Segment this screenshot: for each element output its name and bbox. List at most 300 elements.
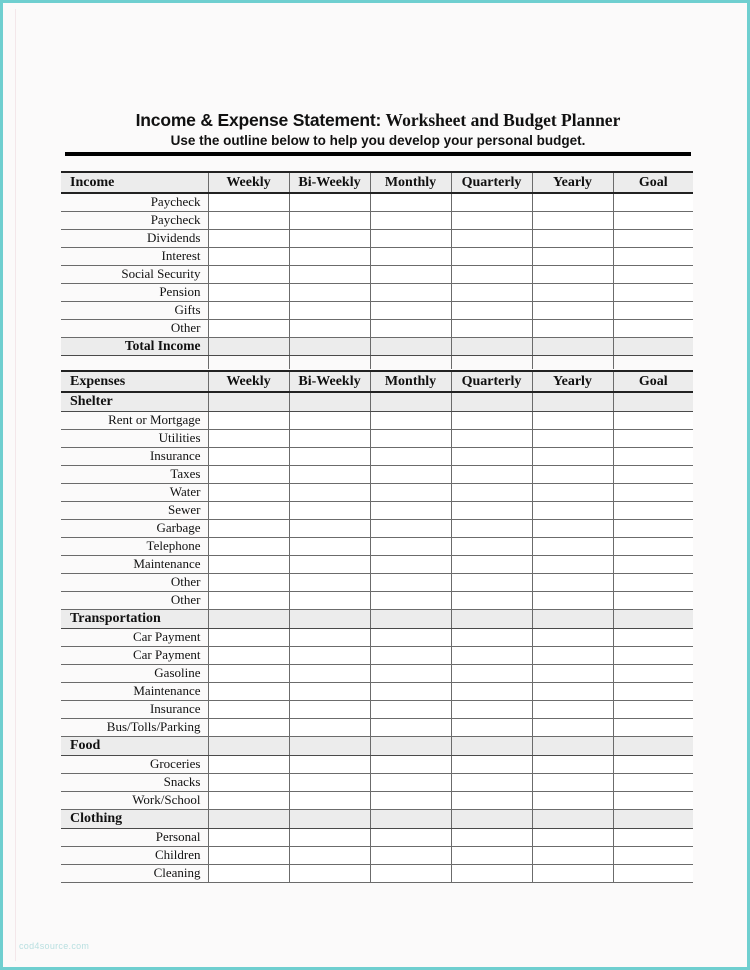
income-row-label-paycheck: Paycheck — [61, 211, 208, 229]
expenses-cell-insurance-yearly[interactable] — [532, 700, 613, 718]
expenses-row-label-garbage: Garbage — [61, 519, 208, 537]
expenses-cell-gasoline-goal[interactable] — [613, 664, 693, 682]
income-cell-gifts-yearly[interactable] — [532, 301, 613, 319]
expenses-cell-water-goal[interactable] — [613, 483, 693, 501]
expenses-row-label-insurance: Insurance — [61, 447, 208, 465]
expenses-cell-maintenance-monthly[interactable] — [370, 555, 451, 573]
table-row — [61, 682, 693, 700]
expenses-row-label-personal: Personal — [61, 828, 208, 846]
expenses-cell-rent-or-mortgage-quarterly[interactable] — [451, 411, 532, 429]
expenses-cell-car-payment-monthly[interactable] — [370, 646, 451, 664]
expenses-cell-other-yearly[interactable] — [532, 573, 613, 591]
page-subtitle: Use the outline below to help you develop your personal budget. — [170, 133, 586, 148]
expenses-cell-work-school-goal[interactable] — [613, 791, 693, 809]
income-table — [61, 171, 693, 369]
expenses-cell-clothing-quarterly — [451, 809, 532, 828]
expenses-cell-garbage-goal[interactable] — [613, 519, 693, 537]
expenses-cell-taxes-quarterly[interactable] — [451, 465, 532, 483]
expenses-cell-clothing-yearly — [532, 809, 613, 828]
section-row — [61, 736, 693, 755]
expenses-cell-transportation-yearly — [532, 609, 613, 628]
table-row — [61, 628, 693, 646]
table-row — [61, 465, 693, 483]
spacer-cell — [613, 355, 693, 369]
table-row — [61, 591, 693, 609]
expenses-cell-car-payment-quarterly[interactable] — [451, 646, 532, 664]
income-row-label-interest: Interest — [61, 247, 208, 265]
expenses-cell-rent-or-mortgage-monthly[interactable] — [370, 411, 451, 429]
income-cell-paycheck-monthly[interactable] — [370, 211, 451, 229]
income-table-body — [61, 193, 693, 369]
expenses-cell-children-yearly[interactable] — [532, 846, 613, 864]
expenses-cell-cleaning-quarterly[interactable] — [451, 864, 532, 882]
expenses-cell-maintenance-yearly[interactable] — [532, 682, 613, 700]
income-cell-interest-bi-weekly[interactable] — [289, 247, 370, 265]
expenses-cell-sewer-bi-weekly[interactable] — [289, 501, 370, 519]
income-cell-dividends-goal[interactable] — [613, 229, 693, 247]
expenses-cell-groceries-bi-weekly[interactable] — [289, 755, 370, 773]
expenses-row-label-maintenance: Maintenance — [61, 682, 208, 700]
expenses-cell-snacks-bi-weekly[interactable] — [289, 773, 370, 791]
expenses-cell-water-weekly[interactable] — [208, 483, 289, 501]
expenses-cell-children-quarterly[interactable] — [451, 846, 532, 864]
table-row — [61, 537, 693, 555]
expenses-row-label-children: Children — [61, 846, 208, 864]
expenses-cell-maintenance-weekly[interactable] — [208, 555, 289, 573]
expenses-cell-other-bi-weekly[interactable] — [289, 573, 370, 591]
table-row — [61, 555, 693, 573]
expenses-cell-telephone-quarterly[interactable] — [451, 537, 532, 555]
expenses-row-label-shelter: Shelter — [61, 392, 208, 411]
income-cell-dividends-bi-weekly[interactable] — [289, 229, 370, 247]
expenses-cell-other-quarterly[interactable] — [451, 573, 532, 591]
expenses-cell-food-bi-weekly — [289, 736, 370, 755]
income-cell-pension-weekly[interactable] — [208, 283, 289, 301]
expenses-cell-taxes-bi-weekly[interactable] — [289, 465, 370, 483]
expenses-row-label-gasoline: Gasoline — [61, 664, 208, 682]
table-row — [61, 573, 693, 591]
expenses-cell-transportation-weekly — [208, 609, 289, 628]
expenses-cell-maintenance-weekly[interactable] — [208, 682, 289, 700]
income-cell-social-security-monthly[interactable] — [370, 265, 451, 283]
expenses-cell-work-school-monthly[interactable] — [370, 791, 451, 809]
expenses-row-label-taxes: Taxes — [61, 465, 208, 483]
expenses-cell-children-goal[interactable] — [613, 846, 693, 864]
expenses-cell-insurance-monthly[interactable] — [370, 447, 451, 465]
income-cell-pension-yearly[interactable] — [532, 283, 613, 301]
expenses-cell-taxes-weekly[interactable] — [208, 465, 289, 483]
expenses-cell-rent-or-mortgage-yearly[interactable] — [532, 411, 613, 429]
expenses-cell-snacks-goal[interactable] — [613, 773, 693, 791]
expenses-cell-utilities-weekly[interactable] — [208, 429, 289, 447]
expenses-cell-bus-tolls-parking-quarterly[interactable] — [451, 718, 532, 736]
income-header-monthly: Monthly — [370, 172, 451, 193]
expenses-cell-insurance-goal[interactable] — [613, 447, 693, 465]
expenses-cell-personal-goal[interactable] — [613, 828, 693, 846]
expenses-cell-gasoline-bi-weekly[interactable] — [289, 664, 370, 682]
income-cell-total-income-yearly — [532, 337, 613, 355]
income-cell-gifts-weekly[interactable] — [208, 301, 289, 319]
income-cell-social-security-yearly[interactable] — [532, 265, 613, 283]
income-cell-paycheck-weekly[interactable] — [208, 211, 289, 229]
expenses-row-label-other: Other — [61, 591, 208, 609]
income-cell-paycheck-bi-weekly[interactable] — [289, 193, 370, 211]
expenses-cell-other-goal[interactable] — [613, 591, 693, 609]
income-cell-paycheck-quarterly[interactable] — [451, 193, 532, 211]
table-row — [61, 429, 693, 447]
expenses-cell-water-monthly[interactable] — [370, 483, 451, 501]
expenses-cell-maintenance-quarterly[interactable] — [451, 555, 532, 573]
table-row — [61, 791, 693, 809]
expenses-cell-gasoline-monthly[interactable] — [370, 664, 451, 682]
expenses-cell-children-bi-weekly[interactable] — [289, 846, 370, 864]
income-cell-other-goal[interactable] — [613, 319, 693, 337]
expenses-row-label-water: Water — [61, 483, 208, 501]
expense-header-yearly: Yearly — [532, 371, 613, 392]
expenses-cell-rent-or-mortgage-bi-weekly[interactable] — [289, 411, 370, 429]
income-cell-other-yearly[interactable] — [532, 319, 613, 337]
income-cell-dividends-weekly[interactable] — [208, 229, 289, 247]
expenses-cell-car-payment-weekly[interactable] — [208, 628, 289, 646]
income-header-quarterly: Quarterly — [451, 172, 532, 193]
table-row — [61, 846, 693, 864]
income-cell-gifts-bi-weekly[interactable] — [289, 301, 370, 319]
income-cell-total-income-weekly — [208, 337, 289, 355]
expenses-row-label-food: Food — [61, 736, 208, 755]
section-row — [61, 809, 693, 828]
expenses-cell-personal-quarterly[interactable] — [451, 828, 532, 846]
expenses-cell-sewer-monthly[interactable] — [370, 501, 451, 519]
expenses-cell-other-monthly[interactable] — [370, 591, 451, 609]
income-header-yearly: Yearly — [532, 172, 613, 193]
income-table-head — [61, 172, 693, 193]
expenses-cell-cleaning-weekly[interactable] — [208, 864, 289, 882]
income-cell-other-weekly[interactable] — [208, 319, 289, 337]
income-cell-paycheck-goal[interactable] — [613, 211, 693, 229]
expenses-cell-sewer-quarterly[interactable] — [451, 501, 532, 519]
expenses-cell-maintenance-goal[interactable] — [613, 555, 693, 573]
expenses-cell-bus-tolls-parking-goal[interactable] — [613, 718, 693, 736]
expenses-cell-work-school-quarterly[interactable] — [451, 791, 532, 809]
expenses-cell-maintenance-monthly[interactable] — [370, 682, 451, 700]
expenses-cell-utilities-yearly[interactable] — [532, 429, 613, 447]
expenses-cell-car-payment-bi-weekly[interactable] — [289, 628, 370, 646]
expenses-cell-groceries-goal[interactable] — [613, 755, 693, 773]
income-cell-dividends-yearly[interactable] — [532, 229, 613, 247]
expenses-cell-insurance-bi-weekly[interactable] — [289, 447, 370, 465]
expenses-cell-snacks-monthly[interactable] — [370, 773, 451, 791]
table-row — [61, 828, 693, 846]
expenses-cell-garbage-weekly[interactable] — [208, 519, 289, 537]
expenses-cell-food-weekly — [208, 736, 289, 755]
income-cell-interest-yearly[interactable] — [532, 247, 613, 265]
expenses-cell-insurance-quarterly[interactable] — [451, 447, 532, 465]
expenses-cell-maintenance-bi-weekly[interactable] — [289, 682, 370, 700]
expenses-cell-utilities-quarterly[interactable] — [451, 429, 532, 447]
table-row — [61, 411, 693, 429]
income-cell-paycheck-quarterly[interactable] — [451, 211, 532, 229]
income-cell-social-security-bi-weekly[interactable] — [289, 265, 370, 283]
expenses-cell-shelter-monthly — [370, 392, 451, 411]
expenses-cell-garbage-quarterly[interactable] — [451, 519, 532, 537]
expenses-cell-gasoline-weekly[interactable] — [208, 664, 289, 682]
expenses-cell-maintenance-quarterly[interactable] — [451, 682, 532, 700]
table-row — [61, 483, 693, 501]
expenses-cell-snacks-weekly[interactable] — [208, 773, 289, 791]
expenses-cell-clothing-bi-weekly — [289, 809, 370, 828]
expenses-cell-personal-yearly[interactable] — [532, 828, 613, 846]
expenses-cell-groceries-weekly[interactable] — [208, 755, 289, 773]
title-divider — [65, 152, 691, 156]
expenses-cell-other-quarterly[interactable] — [451, 591, 532, 609]
expenses-cell-insurance-weekly[interactable] — [208, 447, 289, 465]
expenses-cell-telephone-monthly[interactable] — [370, 537, 451, 555]
expenses-cell-car-payment-bi-weekly[interactable] — [289, 646, 370, 664]
income-cell-paycheck-goal[interactable] — [613, 193, 693, 211]
expenses-cell-snacks-quarterly[interactable] — [451, 773, 532, 791]
expenses-cell-cleaning-bi-weekly[interactable] — [289, 864, 370, 882]
expenses-cell-personal-bi-weekly[interactable] — [289, 828, 370, 846]
expenses-cell-children-weekly[interactable] — [208, 846, 289, 864]
page-title-subject: Worksheet and Budget Planner — [385, 110, 621, 130]
expenses-cell-utilities-bi-weekly[interactable] — [289, 429, 370, 447]
table-row — [61, 646, 693, 664]
expenses-cell-other-yearly[interactable] — [532, 591, 613, 609]
income-header-cell: Income — [61, 172, 208, 193]
income-header-weekly: Weekly — [208, 172, 289, 193]
expenses-cell-cleaning-goal[interactable] — [613, 864, 693, 882]
expenses-cell-bus-tolls-parking-weekly[interactable] — [208, 718, 289, 736]
income-cell-interest-monthly[interactable] — [370, 247, 451, 265]
expenses-cell-insurance-bi-weekly[interactable] — [289, 700, 370, 718]
expenses-cell-water-quarterly[interactable] — [451, 483, 532, 501]
expenses-cell-car-payment-yearly[interactable] — [532, 646, 613, 664]
expenses-cell-groceries-yearly[interactable] — [532, 755, 613, 773]
expenses-cell-sewer-weekly[interactable] — [208, 501, 289, 519]
expenses-cell-telephone-goal[interactable] — [613, 537, 693, 555]
page-title-primary: Income & Expense Statement: — [135, 110, 382, 130]
expenses-cell-water-yearly[interactable] — [532, 483, 613, 501]
expenses-cell-food-monthly — [370, 736, 451, 755]
expenses-cell-other-monthly[interactable] — [370, 573, 451, 591]
expenses-cell-groceries-monthly[interactable] — [370, 755, 451, 773]
income-header-goal: Goal — [613, 172, 693, 193]
section-row — [61, 609, 693, 628]
income-cell-dividends-monthly[interactable] — [370, 229, 451, 247]
expenses-cell-snacks-yearly[interactable] — [532, 773, 613, 791]
expenses-cell-garbage-bi-weekly[interactable] — [289, 519, 370, 537]
income-cell-paycheck-monthly[interactable] — [370, 193, 451, 211]
expenses-cell-personal-weekly[interactable] — [208, 828, 289, 846]
spacer-cell — [61, 355, 208, 369]
expenses-row-label-car-payment: Car Payment — [61, 628, 208, 646]
expenses-cell-bus-tolls-parking-monthly[interactable] — [370, 718, 451, 736]
table-row — [61, 755, 693, 773]
income-cell-paycheck-weekly[interactable] — [208, 193, 289, 211]
expenses-cell-maintenance-yearly[interactable] — [532, 555, 613, 573]
expenses-cell-insurance-yearly[interactable] — [532, 447, 613, 465]
income-cell-other-monthly[interactable] — [370, 319, 451, 337]
income-cell-dividends-quarterly[interactable] — [451, 229, 532, 247]
expenses-cell-other-bi-weekly[interactable] — [289, 591, 370, 609]
expenses-row-label-groceries: Groceries — [61, 755, 208, 773]
expenses-cell-other-goal[interactable] — [613, 573, 693, 591]
income-row-label-gifts: Gifts — [61, 301, 208, 319]
expense-header-goal: Goal — [613, 371, 693, 392]
expenses-cell-taxes-yearly[interactable] — [532, 465, 613, 483]
income-cell-other-bi-weekly[interactable] — [289, 319, 370, 337]
income-header-row — [61, 172, 693, 193]
expenses-cell-other-weekly[interactable] — [208, 591, 289, 609]
income-row-label-paycheck: Paycheck — [61, 193, 208, 211]
expense-header-quarterly: Quarterly — [451, 371, 532, 392]
income-cell-social-security-goal[interactable] — [613, 265, 693, 283]
expenses-cell-cleaning-yearly[interactable] — [532, 864, 613, 882]
expenses-cell-car-payment-goal[interactable] — [613, 628, 693, 646]
expenses-cell-bus-tolls-parking-yearly[interactable] — [532, 718, 613, 736]
expenses-row-label-clothing: Clothing — [61, 809, 208, 828]
expenses-cell-transportation-monthly — [370, 609, 451, 628]
expenses-row-label-telephone: Telephone — [61, 537, 208, 555]
table-row — [61, 501, 693, 519]
expenses-cell-children-monthly[interactable] — [370, 846, 451, 864]
expense-header-monthly: Monthly — [370, 371, 451, 392]
expenses-cell-other-weekly[interactable] — [208, 573, 289, 591]
expenses-cell-insurance-goal[interactable] — [613, 700, 693, 718]
income-cell-gifts-quarterly[interactable] — [451, 301, 532, 319]
expenses-cell-taxes-monthly[interactable] — [370, 465, 451, 483]
expenses-cell-gasoline-quarterly[interactable] — [451, 664, 532, 682]
expense-header-cell: Expenses — [61, 371, 208, 392]
expenses-cell-garbage-yearly[interactable] — [532, 519, 613, 537]
table-row — [61, 193, 693, 211]
income-cell-total-income-goal — [613, 337, 693, 355]
expenses-cell-shelter-goal — [613, 392, 693, 411]
expenses-cell-water-bi-weekly[interactable] — [289, 483, 370, 501]
expenses-row-label-snacks: Snacks — [61, 773, 208, 791]
income-cell-other-quarterly[interactable] — [451, 319, 532, 337]
expenses-row-label-car-payment: Car Payment — [61, 646, 208, 664]
income-row-label-social-security: Social Security — [61, 265, 208, 283]
expenses-cell-gasoline-yearly[interactable] — [532, 664, 613, 682]
income-row-label-dividends: Dividends — [61, 229, 208, 247]
expenses-cell-shelter-weekly — [208, 392, 289, 411]
expenses-cell-transportation-goal — [613, 609, 693, 628]
expenses-row-label-work-school: Work/School — [61, 791, 208, 809]
expenses-cell-shelter-quarterly — [451, 392, 532, 411]
income-cell-interest-weekly[interactable] — [208, 247, 289, 265]
expenses-cell-bus-tolls-parking-bi-weekly[interactable] — [289, 718, 370, 736]
expenses-cell-car-payment-goal[interactable] — [613, 646, 693, 664]
income-row-label-pension: Pension — [61, 283, 208, 301]
expenses-cell-telephone-bi-weekly[interactable] — [289, 537, 370, 555]
income-cell-paycheck-yearly[interactable] — [532, 193, 613, 211]
expenses-cell-car-payment-yearly[interactable] — [532, 628, 613, 646]
table-row — [61, 664, 693, 682]
expenses-cell-car-payment-weekly[interactable] — [208, 646, 289, 664]
expense-table-body — [61, 392, 693, 882]
expenses-cell-insurance-quarterly[interactable] — [451, 700, 532, 718]
spacer-cell — [370, 355, 451, 369]
expenses-row-label-sewer: Sewer — [61, 501, 208, 519]
table-row — [61, 283, 693, 301]
expenses-cell-work-school-weekly[interactable] — [208, 791, 289, 809]
expenses-cell-personal-monthly[interactable] — [370, 828, 451, 846]
income-cell-pension-quarterly[interactable] — [451, 283, 532, 301]
expenses-cell-shelter-yearly — [532, 392, 613, 411]
expenses-cell-work-school-yearly[interactable] — [532, 791, 613, 809]
expenses-cell-telephone-weekly[interactable] — [208, 537, 289, 555]
title-block — [65, 110, 691, 156]
expenses-cell-groceries-quarterly[interactable] — [451, 755, 532, 773]
expenses-cell-maintenance-goal[interactable] — [613, 682, 693, 700]
expenses-cell-cleaning-monthly[interactable] — [370, 864, 451, 882]
expenses-cell-work-school-bi-weekly[interactable] — [289, 791, 370, 809]
table-row — [61, 519, 693, 537]
site-watermark: cod4source.com — [19, 941, 90, 951]
expenses-cell-maintenance-bi-weekly[interactable] — [289, 555, 370, 573]
income-cell-interest-goal[interactable] — [613, 247, 693, 265]
table-row — [61, 301, 693, 319]
expense-header-row — [61, 371, 693, 392]
income-cell-social-security-quarterly[interactable] — [451, 265, 532, 283]
income-header-biweekly: Bi-Weekly — [289, 172, 370, 193]
expense-header-biweekly: Bi-Weekly — [289, 371, 370, 392]
page-title — [65, 110, 691, 131]
expenses-row-label-other: Other — [61, 573, 208, 591]
expenses-cell-shelter-bi-weekly — [289, 392, 370, 411]
table-row — [61, 864, 693, 882]
income-cell-pension-goal[interactable] — [613, 283, 693, 301]
expenses-cell-transportation-bi-weekly — [289, 609, 370, 628]
expenses-cell-clothing-goal — [613, 809, 693, 828]
expenses-cell-rent-or-mortgage-goal[interactable] — [613, 411, 693, 429]
expenses-cell-sewer-yearly[interactable] — [532, 501, 613, 519]
income-cell-interest-quarterly[interactable] — [451, 247, 532, 265]
expenses-cell-insurance-weekly[interactable] — [208, 700, 289, 718]
spacer-cell — [289, 355, 370, 369]
expenses-cell-taxes-goal[interactable] — [613, 465, 693, 483]
total-row — [61, 337, 693, 355]
income-cell-gifts-monthly[interactable] — [370, 301, 451, 319]
expenses-row-label-transportation: Transportation — [61, 609, 208, 628]
income-cell-gifts-goal[interactable] — [613, 301, 693, 319]
income-cell-paycheck-yearly[interactable] — [532, 211, 613, 229]
expenses-cell-utilities-goal[interactable] — [613, 429, 693, 447]
income-row-label-other: Other — [61, 319, 208, 337]
expenses-cell-food-goal — [613, 736, 693, 755]
table-row — [61, 211, 693, 229]
expenses-cell-car-payment-quarterly[interactable] — [451, 628, 532, 646]
expenses-cell-utilities-monthly[interactable] — [370, 429, 451, 447]
expenses-row-label-maintenance: Maintenance — [61, 555, 208, 573]
income-cell-pension-monthly[interactable] — [370, 283, 451, 301]
expenses-cell-insurance-monthly[interactable] — [370, 700, 451, 718]
expenses-cell-car-payment-monthly[interactable] — [370, 628, 451, 646]
income-cell-paycheck-bi-weekly[interactable] — [289, 211, 370, 229]
income-cell-total-income-bi-weekly — [289, 337, 370, 355]
expenses-cell-sewer-goal[interactable] — [613, 501, 693, 519]
expenses-cell-rent-or-mortgage-weekly[interactable] — [208, 411, 289, 429]
income-cell-pension-bi-weekly[interactable] — [289, 283, 370, 301]
table-row — [61, 773, 693, 791]
income-cell-social-security-weekly[interactable] — [208, 265, 289, 283]
table-row — [61, 447, 693, 465]
spacer-cell — [451, 355, 532, 369]
expenses-cell-garbage-monthly[interactable] — [370, 519, 451, 537]
expenses-cell-telephone-yearly[interactable] — [532, 537, 613, 555]
income-cell-total-income-monthly — [370, 337, 451, 355]
